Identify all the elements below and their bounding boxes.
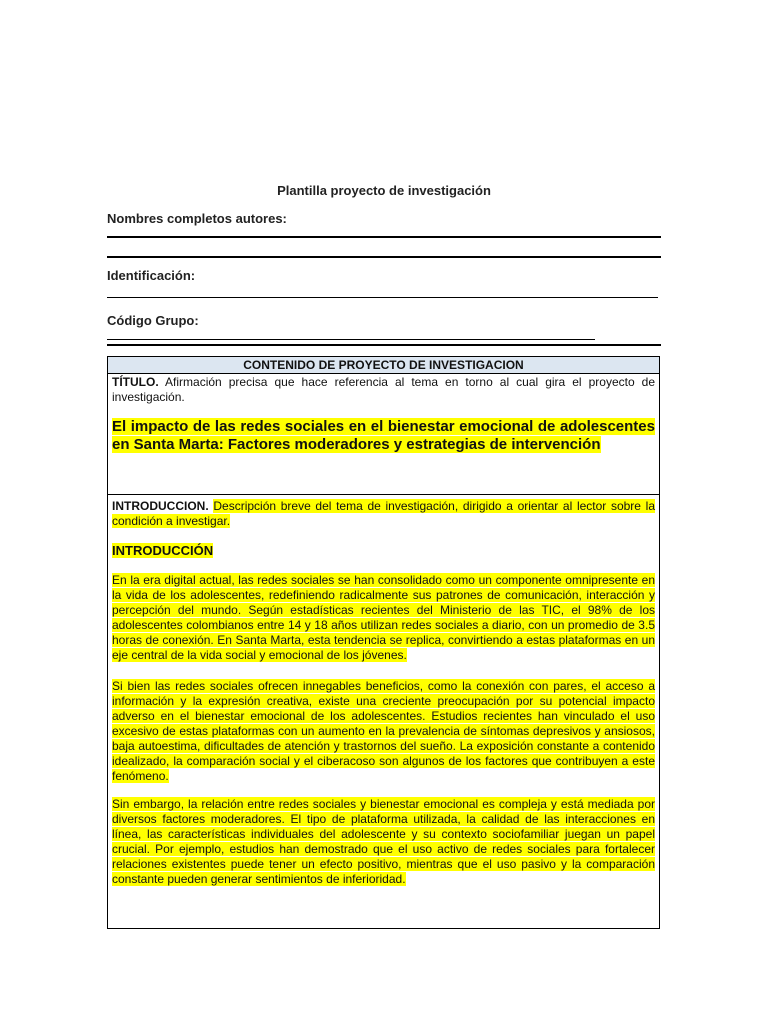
box-header: CONTENIDO DE PROYECTO DE INVESTIGACION: [108, 357, 659, 374]
intro-paragraph-1-text: En la era digital actual, las redes sociales se han consolidado como un componente omnipresente en la vida de los adolescentes, redefiniendo radicalmente sus patrones de comunicación, interacción y percepción del mundo. Según estadísticas recientes del Ministerio de las TIC, el 98% de los adolescentes colombianos entre 14 y 18 años utilizan redes sociales a diario, con un promedio de 3.5 horas de conexión. En Santa Marta, esta tendencia se replica, convirtiendo a estas plataformas en un eje central de la vida social y emocional de los jóvenes.: [112, 573, 655, 662]
project-content-box: [107, 356, 660, 929]
intro-paragraph-1: [112, 573, 655, 663]
group-code-label: Código Grupo:: [107, 313, 199, 328]
titulo-description: Afirmación precisa que hace referencia al tema en torno al cual gira el proyecto de investigación.: [112, 375, 655, 404]
authors-line-1: [107, 236, 661, 238]
titulo-label: TÍTULO.: [112, 375, 159, 389]
authors-line-2: [107, 256, 661, 258]
identification-label: Identificación:: [107, 268, 196, 283]
intro-heading-text: INTRODUCCIÓN: [112, 543, 214, 558]
authors-label: Nombres completos autores:: [107, 211, 287, 226]
titulo-instruction: [112, 375, 655, 405]
group-code-line-bottom: [107, 344, 661, 346]
intro-paragraph-3-text: Sin embargo, la relación entre redes sociales y bienestar emocional es compleja y está mediada por diversos factores moderadores. El tipo de plataforma utilizada, la calidad de las interacciones en línea, las características individuales del adolescente y su contexto sociofamiliar juegan un papel crucial. Por ejemplo, estudios han demostrado que el uso activo de redes sociales para fortalecer relaciones existentes puede tener un efecto positivo, mientras que el uso pasivo y la comparación constante pueden generar sentimientos de inferioridad.: [112, 797, 655, 886]
intro-label: INTRODUCCION.: [112, 499, 209, 513]
intro-description: Descripción breve del tema de investigación, dirigido a orientar al lector sobre la condición a investigar.: [112, 499, 655, 528]
section-divider: [108, 494, 659, 495]
intro-instruction: [112, 499, 655, 529]
intro-paragraph-2: [112, 679, 655, 784]
identification-line: [107, 297, 658, 298]
group-code-line: [107, 339, 595, 340]
project-title-text: El impacto de las redes sociales en el bienestar emocional de adolescentes en Santa Marta: Factores moderadores y estrategias de intervención: [112, 418, 655, 453]
project-title: [112, 418, 655, 454]
intro-heading: [112, 543, 655, 559]
intro-paragraph-2-text: Si bien las redes sociales ofrecen innegables beneficios, como la conexión con pares, el acceso a información y la expresión creativa, existe una creciente preocupación por su potencial impacto adverso en el bienestar emocional de los adolescentes. Estudios recientes han vinculado el uso excesivo de estas plataformas con un aumento en la prevalencia de síntomas depresivos y ansiosos, baja autoestima, dificultades de atención y trastornos del sueño. La exposición constante a contenido idealizado, la comparación social y el ciberacoso son algunos de los factores que contribuyen a este fenómeno.: [112, 679, 655, 783]
page-title: Plantilla proyecto de investigación: [277, 183, 491, 198]
intro-paragraph-3: [112, 797, 655, 887]
